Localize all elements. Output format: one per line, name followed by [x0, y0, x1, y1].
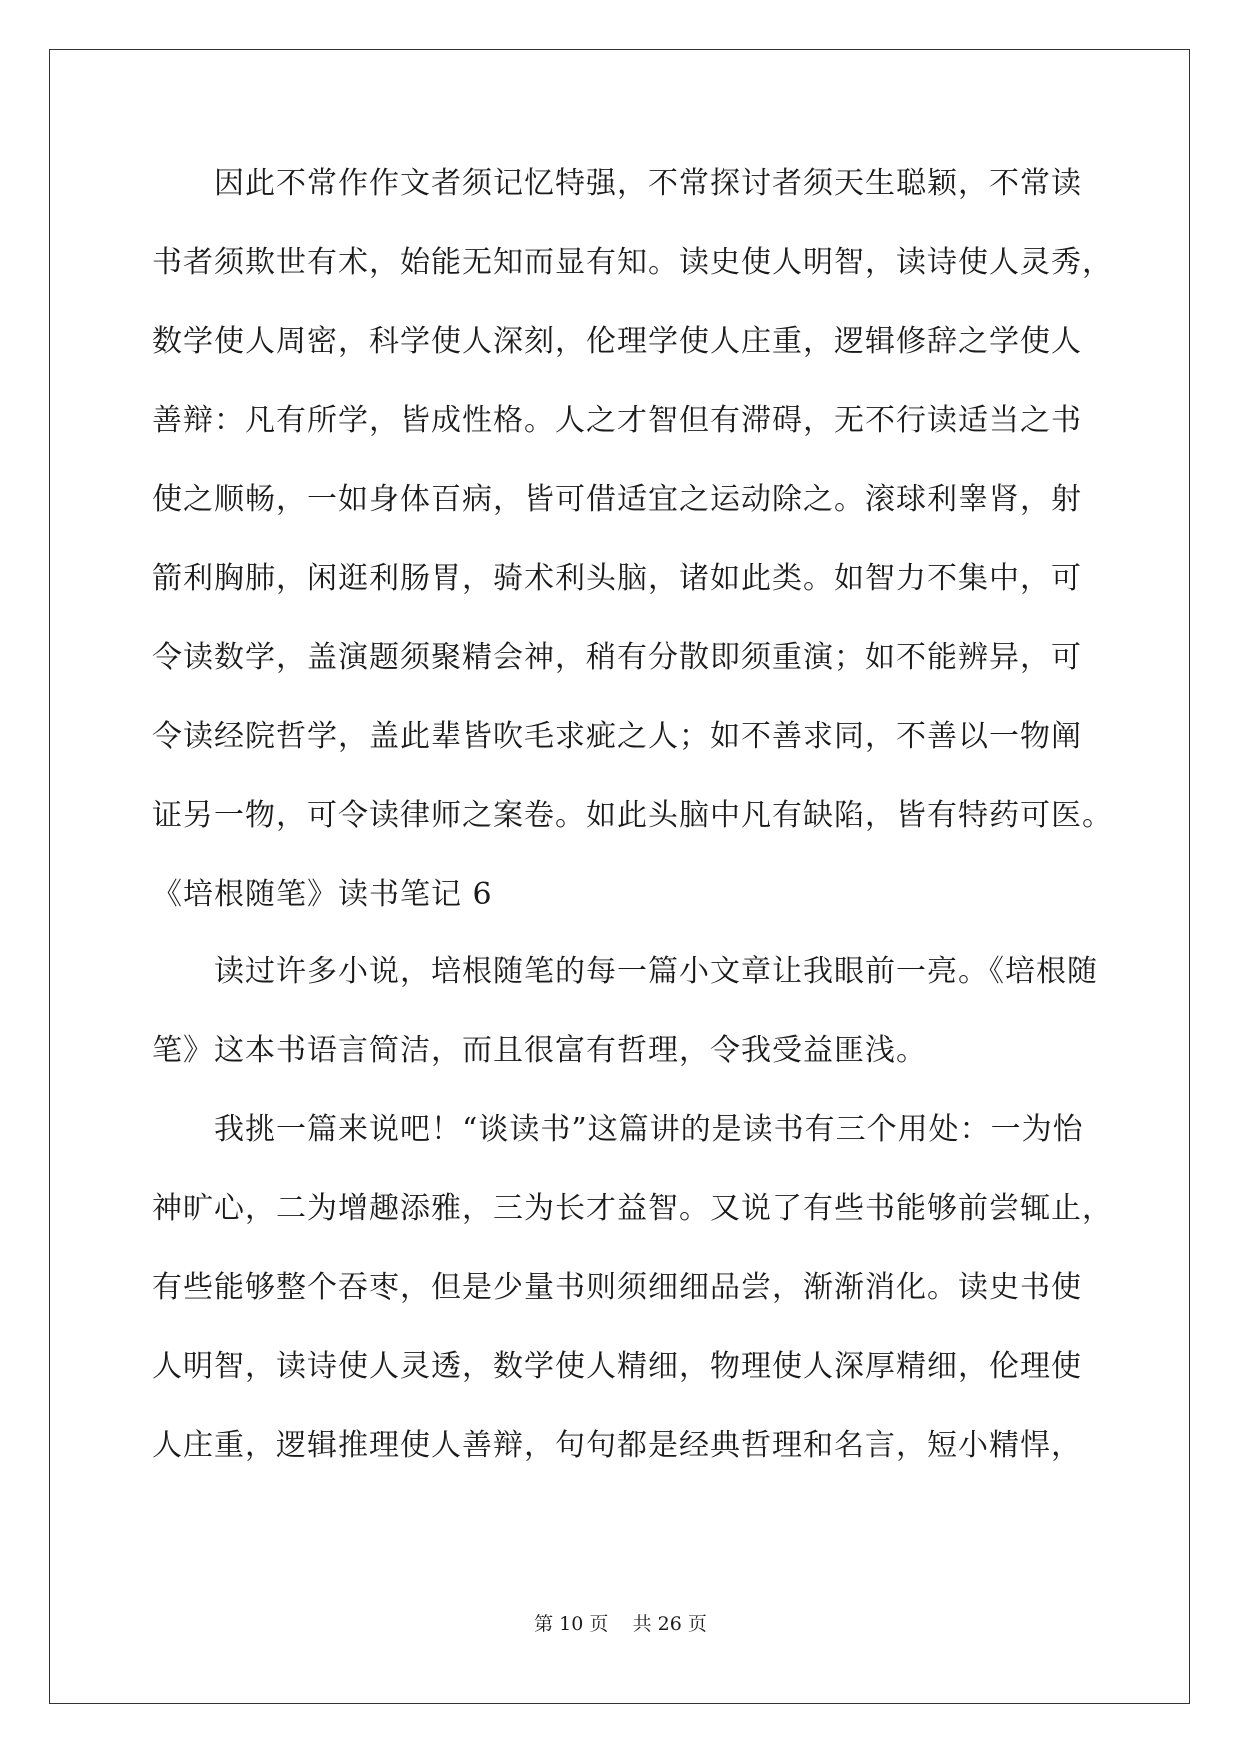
- paragraph-line: 笔》这本书语言简洁，而且很富有哲理，令我受益匪浅。: [152, 1033, 927, 1068]
- paragraph-line: 证另一物，可令读律师之案卷。如此头脑中凡有缺陷，皆有特药可医。: [152, 798, 1113, 833]
- page-total: 共 26 页: [632, 1613, 707, 1635]
- paragraph-line: 有些能够整个吞枣，但是少量书则须细细品尝，渐渐消化。读史书使: [152, 1270, 1082, 1305]
- page-footer: [0, 1609, 1241, 1636]
- paragraph-line: 人明智，读诗使人灵透，数学使人精细，物理使人深厚精细，伦理使: [152, 1349, 1082, 1384]
- paragraph-line: 书者须欺世有术，始能无知而显有知。读史使人明智，读诗使人灵秀，: [152, 245, 1113, 280]
- section-heading: 《培根随笔》读书笔记 6: [152, 877, 493, 912]
- document-body: [152, 164, 1113, 1505]
- paragraph-line: 人庄重，逻辑推理使人善辩，句句都是经典哲理和名言，短小精悍，: [152, 1428, 1082, 1463]
- paragraph-line: 使之顺畅，一如身体百病，皆可借适宜之运动除之。滚球利睾肾，射: [152, 482, 1082, 517]
- paragraph-line: 善辩：凡有所学，皆成性格。人之才智但有滞碍，无不行读适当之书: [152, 403, 1082, 438]
- paragraph-line: 令读数学，盖演题须聚精会神，稍有分散即须重演；如不能辨异，可: [152, 640, 1082, 675]
- paragraph-line: 令读经院哲学，盖此辈皆吹毛求疵之人；如不善求同，不善以一物阐: [152, 719, 1082, 754]
- paragraph-line: 因此不常作作文者须记忆特强，不常探讨者须天生聪颖，不常读: [214, 166, 1082, 201]
- paragraph-line: 读过许多小说，培根随笔的每一篇小文章让我眼前一亮。《培根随: [214, 954, 1098, 989]
- paragraph-line: 我挑一篇来说吧！“谈读书”这篇讲的是读书有三个用处：一为怡: [214, 1112, 1084, 1147]
- paragraph-line: 数学使人周密，科学使人深刻，伦理学使人庄重，逻辑修辞之学使人: [152, 324, 1082, 359]
- paragraph-line: 箭利胸肺，闲逛利肠胃，骑术利头脑，诸如此类。如智力不集中，可: [152, 561, 1082, 596]
- page-number: 第 10 页: [534, 1613, 609, 1635]
- paragraph-line: 神旷心，二为增趣添雅，三为长才益智。又说了有些书能够前尝辄止，: [152, 1191, 1113, 1226]
